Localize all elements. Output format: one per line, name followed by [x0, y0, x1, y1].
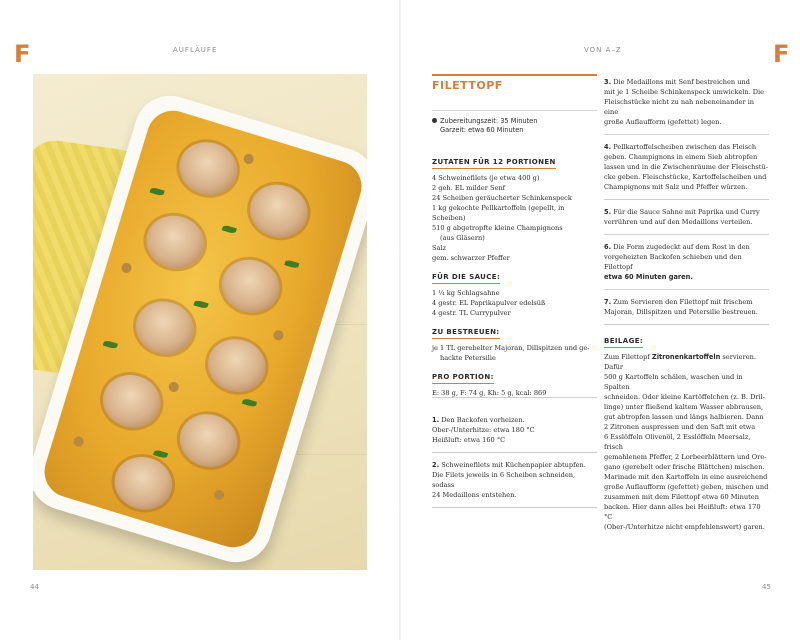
step-2: 2. Schweinefilets mit Küchenpapier abtupfen. Die Filets jeweils in 6 Scheiben schneiden, sodass 24 Medaillons entstehen. [432, 461, 586, 499]
side-dish-heading: BEILAGE: [604, 336, 643, 348]
ingredients-heading: ZUTATEN FÜR 12 PORTIONEN [432, 157, 556, 169]
sauce-item: 4 gestr. EL Paprikapulver edelsüß [432, 299, 546, 307]
recipe-title: FILETTOPF [432, 79, 503, 92]
ingredient: gem. schwarzer Pfeffer [432, 254, 510, 262]
sauce-item: 1 ¼ kg Schlagsahne [432, 289, 500, 297]
ingredient: (aus Gläsern) [440, 234, 485, 242]
sprinkle-heading: ZU BESTREUEN: [432, 327, 500, 339]
page-number-right: 45 [762, 583, 771, 591]
dish-photo [33, 74, 367, 570]
running-header-right: VON A–Z [584, 46, 622, 54]
steps-left [432, 415, 597, 515]
step-7: 7. Zum Servieren den Filettopf mit frischem Majoran, Dillspitzen und Petersilie bestreuen. [604, 298, 758, 316]
time-info [432, 117, 537, 135]
ingredient: 4 Schweinefilets (je etwa 400 g) [432, 174, 540, 182]
sprinkle-item: hackte Petersilie [440, 354, 496, 362]
step-6: 6. Die Form zugedeckt auf dem Rost in den vorgeheizten Backofen schieben und den Filettopf etwa 60 Minuten garen. [604, 243, 750, 281]
ingredient: 510 g abgetropfte kleine Champignons [432, 224, 563, 232]
ingredient: 2 geh. EL milder Senf [432, 184, 506, 192]
running-header-left: AUFLÄUFE [173, 46, 218, 54]
sprinkle-item: je 1 TL gerebelter Majoran, Dillspitzen und ge- [432, 344, 590, 352]
ingredient: 24 Scheiben geräucherter Schinkenspeck [432, 194, 572, 202]
sauce-item: 4 gestr. TL Currypulver [432, 309, 511, 317]
side-dish-text: Zum Filettopf Zitronenkartoffeln servieren. Dafür 500 g Kartoffeln schälen, waschen und in Spalten schneiden. Oder kleine Kartöffelchen (z. B. Dril- linge) unter fließend kaltem Wasser abbrausen, gut abtropfen lassen und längs halbieren. Dann 2 Zitronen auspressen und den Saft mit etwa 6 Esslöffeln Olivenöl, 2 Esslöffeln Meersalz, frisch gemahlenem Pfeffer, 2 Lorbeerblättern und Ore- gano (gerebelt oder frische Blättchen) mischen. Marinade mit den Kartoffeln in eine ausreichend große Auflaufform (gefettet) geben, mischen und zusammen mit dem Filettopf etwa 60 Minuten backen. Hier dann alles bei Heißluft: etwa 170 °C (Ober-/Unterhitze nicht empfehlenswert) garen. [604, 353, 769, 531]
prep-time: Zubereitungszeit: 35 Minuten [440, 117, 538, 125]
portion-values: E: 38 g, F: 74 g, Kh: 5 g, kcal: 869 [432, 389, 547, 397]
sauce-list [432, 288, 597, 318]
page-number-left: 44 [30, 583, 39, 591]
page-gutter [399, 0, 401, 640]
step-5: 5. Für die Sauce Sahne mit Paprika und Curry verrühren und auf den Medaillons verteilen. [604, 208, 760, 226]
title-divider [432, 110, 597, 111]
portion-heading: PRO PORTION: [432, 372, 494, 384]
step-1: 1. Den Backofen vorheizen. Ober-/Unterhitze: etwa 180 °C Heißluft: etwa 160 °C [432, 416, 535, 444]
ingredients-column [432, 148, 597, 398]
title-rule [432, 74, 597, 76]
clock-icon [432, 118, 437, 123]
ingredient: 1 kg gekochte Pellkartoffeln (gepellt, in Scheiben) [432, 204, 565, 222]
section-letter-left: F [14, 40, 31, 68]
ingredient-list [432, 173, 597, 263]
steps-right [604, 77, 769, 532]
step-3: 3. Die Medaillons mit Senf bestreichen und mit je 1 Scheibe Schinkenspeck umwickeln. Die Fleischstücke nicht zu nah nebeneinander in eine große Auflaufform (gefettet) legen. [604, 78, 765, 126]
sauce-heading: FÜR DIE SAUCE: [432, 272, 500, 284]
divider [432, 397, 597, 398]
cook-time: Garzeit: etwa 60 Minuten [440, 126, 524, 134]
step-4: 4. Pellkartoffelscheiben zwischen das Fleisch geben. Champignons in einem Sieb abtropfen lassen und in die Zwischenräume der Fleischstü- cke geben. Fleischstücke, Kartoffelscheiben und Champignons mit Salz und Pfeffer würzen. [604, 143, 768, 191]
section-letter-right: F [773, 40, 790, 68]
ingredient: Salz [432, 244, 447, 252]
